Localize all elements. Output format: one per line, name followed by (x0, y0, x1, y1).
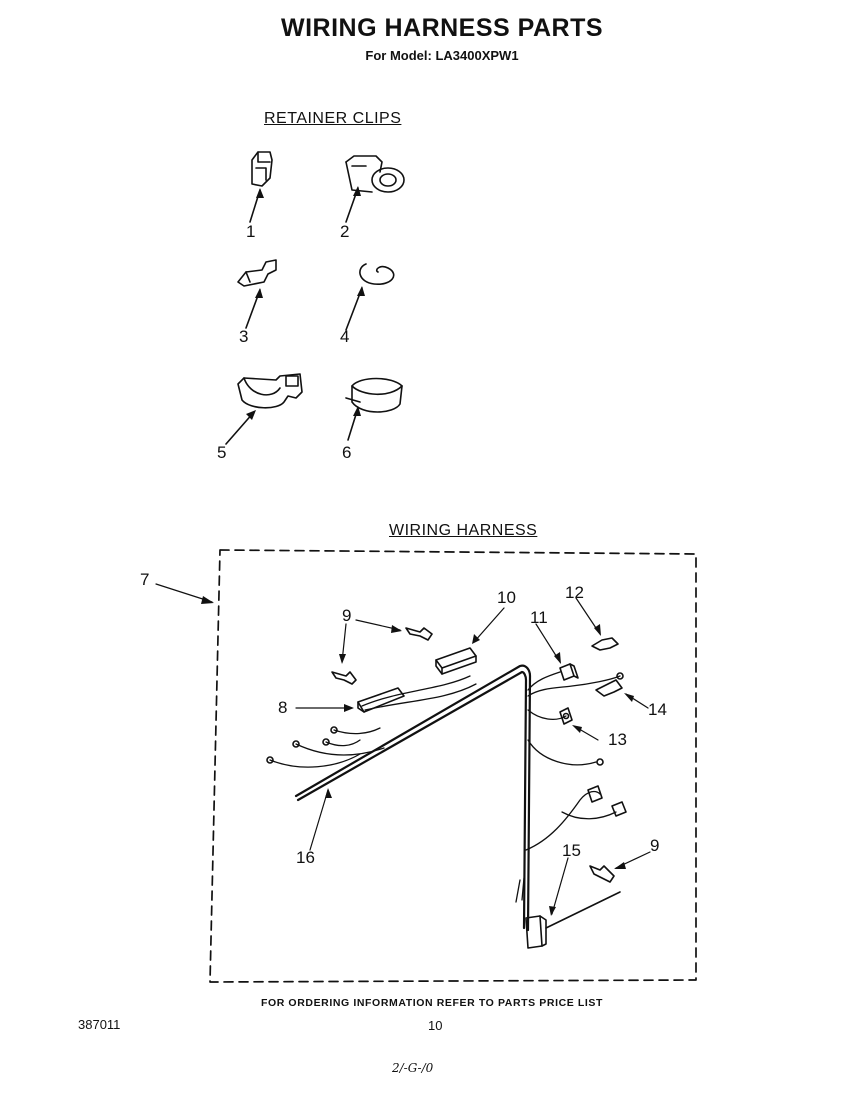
section-title-retainer-clips: RETAINER CLIPS (264, 110, 402, 127)
callout-6: 6 (342, 443, 352, 462)
callout-14: 14 (648, 700, 667, 719)
terminal-9-upper-drawing (332, 628, 432, 684)
harness-frame (210, 550, 696, 982)
terminal-14-drawing (596, 680, 622, 696)
retainer-clip-6-drawing (346, 379, 402, 413)
callout-9-upper: 9 (342, 606, 352, 625)
connector-15-drawing (526, 892, 620, 948)
page-number: 10 (428, 1018, 443, 1033)
connector-10-drawing (436, 648, 476, 674)
callout-1: 1 (246, 222, 256, 241)
model-subtitle: For Model: LA3400XPW1 (365, 48, 519, 63)
callout-7: 7 (140, 570, 150, 589)
callout-2: 2 (340, 222, 350, 241)
connector-lower-drawing (588, 786, 626, 816)
callout-15: 15 (562, 841, 581, 860)
harness-arrowheads (201, 596, 634, 916)
retainer-clip-3-drawing (238, 260, 276, 286)
terminal-9-lower-drawing (590, 866, 614, 882)
document-number: 387011 (78, 1017, 121, 1032)
callout-13: 13 (608, 730, 627, 749)
retainer-clip-5-drawing (238, 374, 302, 408)
handwritten-note: 2/-G-/0 (392, 1061, 434, 1075)
callout-4: 4 (340, 327, 350, 346)
callout-8: 8 (278, 698, 288, 717)
connector-11-drawing (560, 664, 578, 680)
callout-16: 16 (296, 848, 315, 867)
section-title-wiring-harness: WIRING HARNESS (389, 522, 538, 539)
retainer-clip-1-drawing (252, 152, 272, 186)
retainer-clip-2-drawing (346, 156, 404, 192)
retainer-clip-4-drawing (360, 264, 394, 284)
ordering-note: FOR ORDERING INFORMATION REFER TO PARTS PRICE LIST (260, 997, 604, 1009)
callout-5: 5 (217, 443, 227, 462)
callout-3: 3 (239, 327, 249, 346)
callout-12: 12 (565, 583, 584, 602)
callout-9-lower: 9 (650, 836, 660, 855)
page-title: WIRING HARNESS PARTS (280, 14, 604, 42)
terminal-12-drawing (592, 638, 618, 650)
callout-11: 11 (530, 608, 548, 627)
harness-leader-lines (156, 584, 650, 914)
callout-10: 10 (497, 588, 516, 607)
